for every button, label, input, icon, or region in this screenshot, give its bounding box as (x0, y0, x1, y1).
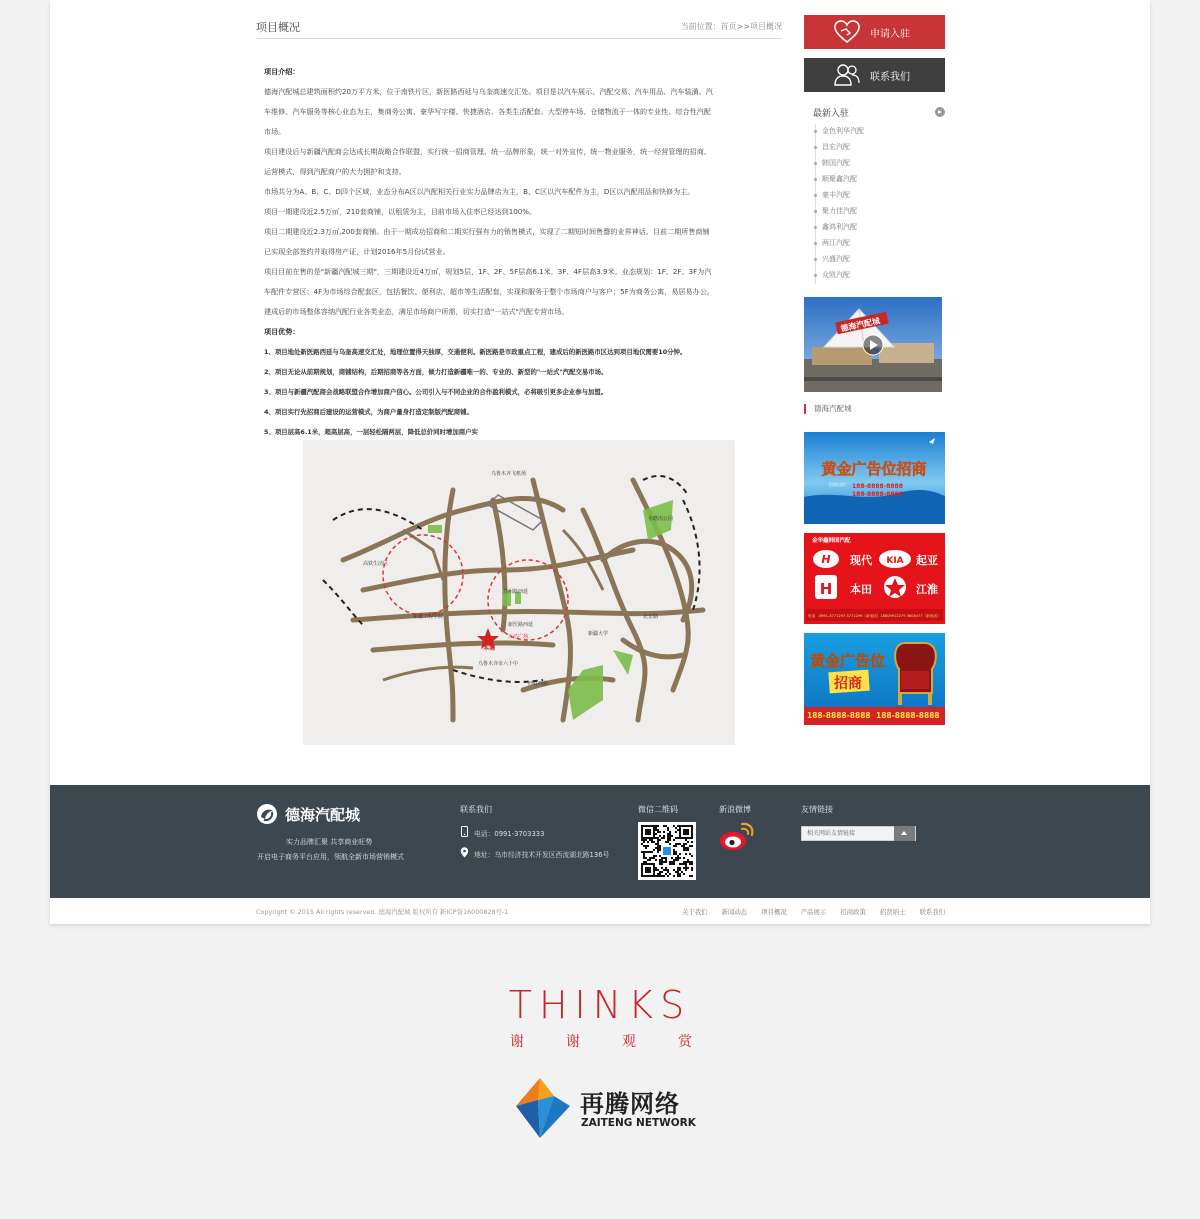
map-label-school: 新疆工程学院 (413, 614, 444, 620)
ad2-brand4: 江淮 (916, 583, 938, 596)
newest-list (804, 106, 945, 284)
ad3-title-2: 招商 (834, 676, 862, 692)
article (256, 18, 782, 436)
newest-item[interactable]: 鑫鸿利汽配 (816, 220, 945, 236)
breadcrumb-prefix: 当前位置： (680, 22, 721, 31)
article-paragraph: 车配件专营区；4F为市场综合配套区，包括餐饮、便利店、超市等生活配套，实现和服务于整个市场商户与客户；5F为商务公寓，易居易办公。 (264, 287, 714, 296)
page-container (50, 0, 1150, 924)
footer-contact-title: 联系我们 (460, 805, 492, 814)
qr-code-icon (641, 825, 693, 877)
footer-links-title: 友情链接 (801, 805, 833, 814)
article-paragraph: 2、项目无论从前期规划，商铺结构，后期招商等各方面，倾力打造新疆唯一的、专业的、新型的"一站式"汽配交易市场。 (264, 368, 608, 376)
more-arrow-icon[interactable] (935, 107, 945, 117)
users-icon (834, 63, 860, 87)
thanks-char: 观 (622, 1034, 636, 1050)
video-sign-text: 德海汽配城 (839, 316, 881, 334)
promo-video[interactable] (804, 297, 942, 392)
bottom-nav-link[interactable]: 关于我们 (682, 908, 708, 916)
bottom-nav-link[interactable]: 新闻动态 (721, 908, 748, 916)
newest-title: 最新入驻 (813, 109, 850, 119)
copyright: Copyright © 2015 All rights reserved. 德海汽配城 版权所有 新ICP备16000828号-1 (256, 908, 509, 916)
ad-banner-3-graphic (804, 633, 945, 725)
ad2-header: 金华鑫韩国汽配 (812, 538, 851, 544)
thanks-title: THINKS (508, 983, 692, 1027)
bottom-nav-link[interactable]: 招商政策 (840, 908, 866, 916)
map-label-mall: 万达广场 (508, 634, 529, 640)
article-paragraph: 项目目前在售的是"新疆汽配城三期"，三期建设近4万㎡，规划5层，1F、2F、5F层高6.1米，3F、4F层高3.9米。业态规划：1F、2F、3F为汽 (264, 267, 712, 276)
breadcrumb (681, 21, 782, 32)
ad2-brand2: 起亚 (916, 554, 938, 567)
footer-qr-title: 微信二维码 (638, 805, 678, 814)
map-label-university: 新疆大学 (588, 631, 609, 637)
thanks-char: 谢 (566, 1034, 580, 1050)
footer-slogan-line-2: 开启电子商务平台应用，领航全新市场营销模式 (257, 853, 404, 861)
video-caption: 德海汽配城 (804, 404, 852, 414)
thanks-char: 赏 (678, 1034, 692, 1050)
sidebar (804, 15, 945, 720)
article-paragraph: 项目二期建设近2.3万㎡,200套商铺。由于一期成功招商和二期实行强有力的销售模式，实现了二期短时间售罄的业界神话。目前二期所售商铺 (264, 227, 710, 236)
article-paragraph: 市场共分为A、B、C、D四个区域，业态分布A区以汽配相关行业实力品牌店为主，B、C区以汽车配件为主，D区以汽配用品和快修为主。 (264, 187, 695, 196)
ad3-phone-1: 188-8888-8888 (807, 711, 871, 720)
footer-brand-name: 德海汽配城 (285, 806, 361, 824)
breadcrumb-home[interactable]: 首页 (720, 22, 737, 31)
phone-icon (460, 826, 469, 837)
newest-item[interactable]: 韩国汽配 (816, 156, 945, 172)
ad2-tel: 电话：0991-3771297 3771299（新电话）18809912279 3604477（新电话） (808, 614, 941, 618)
ad2-brand3-logo: H (819, 580, 833, 598)
article-paragraph: 德海汽配城总建筑面积约20万平方米，位于南铁片区，新医路西延与乌奎高速交汇处。项目是以汽车展示、汽配交易、汽车用品、汽车装潢、汽 (264, 87, 713, 96)
video-thumbnail (804, 297, 942, 392)
location-pin-icon (460, 847, 469, 858)
ad-banner-2-graphic (804, 533, 945, 624)
article-paragraph: 车维修、汽车服务等核心业态为主，集商务公寓、豪华写字楼、快捷酒店、各类生活配套、大型停车场、仓储物流于一体的专业性、综合性汽配 (264, 107, 711, 116)
thanks-subtitle (510, 1031, 692, 1051)
apply-button-label: 申请入驻 (870, 29, 910, 40)
map-label-park: 水磨沟公园 (648, 516, 674, 522)
bottom-nav-link[interactable]: 联系我们 (919, 908, 945, 916)
wechat-qr-code (638, 822, 696, 880)
article-paragraph: 已实现全部签约并取得房产证，计划2016年5月份试营业。 (264, 247, 450, 256)
ad1-title: 黄金广告位招商 (821, 460, 927, 478)
article-paragraph: 1、项目地处新医路西延与乌奎高速交汇处，地理位置得天独厚，交通便利。新医路是市政重点工程，建成后的新医路市区达到项目地仅需要10分钟。 (264, 348, 687, 356)
ad2-brand2-logo: KIA (886, 556, 904, 566)
map-label-project: 本案 (483, 645, 496, 652)
newest-item[interactable]: 顺聚鑫汽配 (816, 172, 945, 188)
location-map (303, 440, 735, 745)
bottom-nav-link[interactable]: 产品展示 (800, 908, 827, 916)
newest-item[interactable]: 众凯汽配 (816, 268, 945, 284)
page-title: 项目概况 (256, 21, 300, 34)
ad1-phone-1: 188-8888-8888 (852, 483, 903, 490)
ad-banner-1-graphic (804, 432, 945, 524)
map-label-xihong-road: 西虹西路 (528, 681, 549, 687)
ad-banner-1[interactable] (804, 432, 945, 524)
thanks-char: 谢 (510, 1034, 524, 1050)
ad2-brand3: 本田 (850, 583, 872, 596)
breadcrumb-separator: >> (736, 22, 750, 31)
map-label-airport: 乌鲁木齐飞机场 (491, 471, 527, 477)
contact-button-label: 联系我们 (870, 72, 910, 83)
heart-handshake-icon (834, 20, 860, 44)
footer-slogan (257, 835, 404, 865)
footer-address-text: 地址：乌市经济技术开发区西流湖北路136号 (474, 851, 610, 859)
ad3-title-1: 黄金广告位 (810, 652, 886, 670)
article-paragraph: 项目优势： (264, 327, 300, 336)
zaiteng-logo-icon (508, 1076, 574, 1140)
ad1-phone-label: 招商电话： (829, 482, 849, 487)
map-label-school2: 乌鲁木齐市六十中 (478, 661, 519, 667)
footer-phone (460, 828, 609, 849)
apply-button[interactable] (804, 15, 945, 49)
ad1-phone-2: 188-8888-8888 (852, 491, 903, 498)
newest-item[interactable]: 两江汽配 (816, 236, 945, 252)
ad3-phone-2: 188-8888-8888 (876, 711, 940, 720)
newest-item[interactable]: 豪丰汽配 (816, 188, 945, 204)
location-map-graphic (303, 440, 735, 745)
bottom-nav-link[interactable]: 项目概况 (761, 908, 787, 916)
bottom-nav-link[interactable]: 招贤纳士 (879, 908, 906, 916)
brand-logo-icon (256, 803, 278, 825)
ad-banner-3[interactable] (804, 633, 945, 725)
map-label-district: 高铁生活区 (363, 561, 389, 567)
ad2-brand1: 现代 (850, 554, 872, 567)
article-paragraph: 3、项目与新疆汽配商会战略联盟合作增加商户信心。公司引入与不同企业的合作盈利模式，必将吸引更多企业参与加盟。 (264, 388, 608, 396)
article-paragraph: 4、项目实行先招商后建设的运营模式，为商户量身打造定制版汽配商铺。 (264, 408, 473, 416)
newest-item[interactable]: 昌宏汽配 (816, 140, 945, 156)
bottom-bar (50, 898, 1150, 924)
article-header (256, 18, 782, 39)
studio-name-en: ZAITENG NETWORK (581, 1117, 696, 1129)
friend-links-placeholder: 相关网站友情链接 (807, 830, 856, 837)
breadcrumb-current: 项目概况 (750, 22, 782, 31)
footer-phone-text: 电话：0991-3703333 (474, 830, 545, 838)
article-paragraph: 项目一期建设近2.5万㎡，210套商铺，以租赁为主，目前市场入住率已经达到100%。 (264, 207, 537, 216)
article-paragraph: 建成后的市场整体容纳汽配行业各类业态，满足市场商户所需，切实打造"一站式"汽配专营市场。 (264, 307, 569, 316)
footer-contact (460, 828, 609, 870)
ad2-brand1-logo: H (821, 553, 831, 566)
article-paragraph: 市场。 (264, 127, 286, 136)
friend-links-select[interactable] (801, 826, 916, 841)
article-paragraph: 项目建设后与新疆汽配商会达成长期战略合作联盟，实行统一招商管理、统一品牌形象，统一对外宣传，统一物业服务，统一经营管理的招商、 (264, 147, 711, 156)
newest-item[interactable]: 金色利华汽配 (816, 124, 945, 140)
map-label-beijing-road: 北京路 (643, 614, 659, 620)
footer-slogan-line-1: 实力品牌汇聚 共享商业旺势 (286, 838, 373, 846)
footer-address (460, 849, 609, 870)
map-label-suzhou-road: 苏州路西延 (503, 589, 529, 595)
studio-name-cn: 再腾网络 (580, 1090, 680, 1118)
article-paragraph: 运营模式，得到汽配商户的大力拥护和支持。 (264, 167, 406, 176)
bottom-nav (668, 907, 945, 916)
article-content (264, 62, 776, 442)
map-label-xinyi-road: 新医路西延 (508, 622, 534, 628)
chevron-up-icon[interactable] (894, 826, 915, 841)
contact-button[interactable] (804, 58, 945, 92)
weibo-icon[interactable] (718, 821, 756, 853)
newest-item[interactable]: 兴盛汽配 (816, 252, 945, 268)
newest-items (815, 124, 945, 284)
footer-weibo-title: 新浪微博 (719, 805, 751, 814)
site-footer (50, 785, 1150, 898)
newest-item[interactable]: 聚力佳汽配 (816, 204, 945, 220)
ad-banner-2[interactable] (804, 533, 945, 624)
article-paragraph: 5、项目层高6.1米，超高层高，一层轻松隔两层，降低总价同时增加商户实 (264, 428, 478, 436)
article-paragraph: 项目介绍： (264, 67, 300, 76)
